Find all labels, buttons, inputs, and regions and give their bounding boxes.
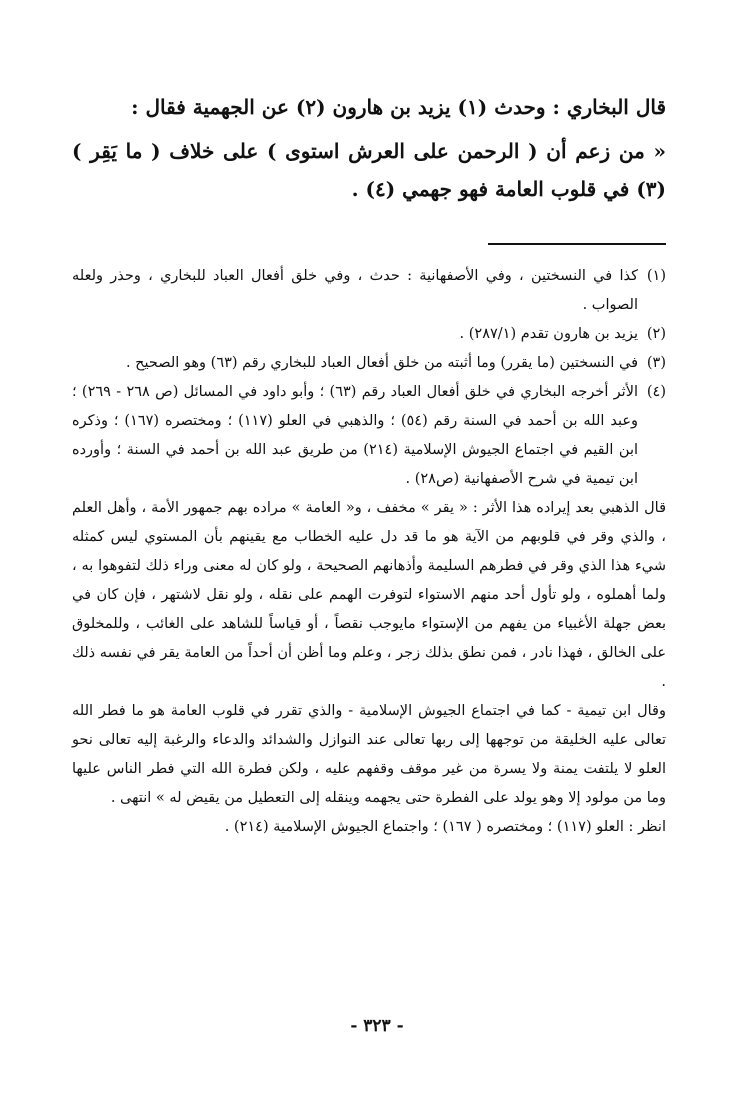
main-text [72,88,666,214]
footnote-number: (١) [646,268,666,284]
footnote-3 [72,349,666,378]
footnote-text: كذا في النسختين ، وفي الأصفهانية : حدث ، وفي خلق أفعال العباد للبخاري ، وحذر ولعله الصواب . [72,268,638,313]
footnote-number: (٣) [646,355,666,371]
footnote-separator [488,243,666,245]
footnote-number: (٤) [646,384,666,400]
main-quote: « من زعم أن ( الرحمن على العرش استوى ) على خلاف ( ما يَقِر ) (٣) في قلوب العامة فهو جهمي (٤) . [72,139,666,201]
page-number: - ٣٢٣ - [350,1016,404,1036]
references-line: انظر : العلو (١١٧) ؛ ومختصره ( ١٦٧) ؛ واجتماع الجيوش الإسلامية (٢١٤) . [224,819,666,835]
footnote-text: في النسختين (ما يقرر) وما أثبته من خلق أفعال العباد للبخاري رقم (٦٣) وهو الصحيح . [125,355,638,371]
footnote-2 [72,320,666,349]
footnote-1 [72,262,666,320]
footnote-text: الأثر أخرجه البخاري في خلق أفعال العباد رقم (٦٣) ؛ وأبو داود في المسائل (ص ٢٦٨ - ٢٦٩) ؛ وعبد الله بن أحمد في السنة رقم (٥٤) ؛ والذهبي في العلو (١١٧) ؛ ومختصره (١٦٧) ؛ وذكره ابن القيم في اجتماع الجيوش الإسلامية (٢١٤) من طريق عبد الله بن أحمد في السنة ؛ وأورده ابن تيمية في شرح الأصفهانية (ص٢٨) . [72,384,639,487]
footnote-text: يزيد بن هارون تقدم (٢٨٧/١) . [459,326,638,342]
footnote-number: (٢) [646,326,666,342]
main-line: قال البخاري : وحدث (١) يزيد بن هارون (٢) عن الجهمية فقال : [131,95,666,119]
footnotes-section [72,262,666,842]
commentary-paragraph-2: وقال ابن تيمية - كما في اجتماع الجيوش الإسلامية - والذي تقرر في قلوب العامة هو ما فطر الله تعالى عليه الخليقة من توجهها إلى ربها تعالى عند النوازل والشدائد والدعاء والرغبة إليه تعالى نحو العلو لا يلتفت يمنة ولا يسرة من غير موقف وقفهم عليه ، ولكن فطرة الله التي فطر الناس عليها وما من مولود إلا وهو يولد على الفطرة حتى يجهمه وينقله إلى التعطيل من يقيض له » انتهى . [72,703,666,806]
footnote-4 [72,378,666,494]
commentary-paragraph-1: قال الذهبي بعد إيراده هذا الأثر : « يقر » مخفف ، و« العامة » مراده بهم جمهور الأمة ، وأهل العلم ، والذي وقر في قلوبهم من الآية هو ما قد دل عليه الخطاب مع يقينهم بأن المستوي ليس كمثله شيء هذا الذي وقر في فطرهم السليمة وأذهانهم الصحيحة ، ولو كان له معنى وراء ذلك لتفوهوا به ، ولما أهملوه ، ولو تأول أحد منهم الاستواء لتوفرت الهمم على نقله ، ولو نقل لاشتهر ، فإن كان في بعض جهلة الأغبياء من يفهم من الإستواء مايوجب نقصاً ، أو قياساً للشاهد على الغائب ، وللمخلوق على الخالق ، فهذا نادر ، فمن نطق بذلك زجر ، وعلم وما أظن أن أحداً من العامة يقر في نفسه ذلك . [72,500,666,690]
